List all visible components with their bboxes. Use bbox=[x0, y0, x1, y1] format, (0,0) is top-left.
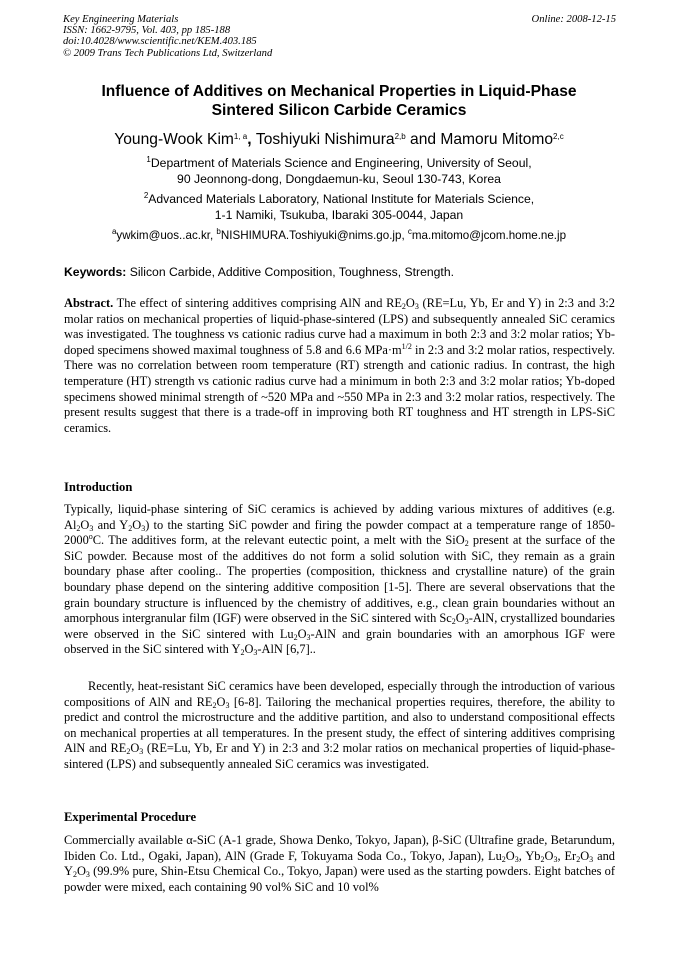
author-3: Mamoru Mitomo bbox=[440, 131, 554, 148]
intro-sup: o bbox=[88, 532, 93, 542]
intro-sub: 3 bbox=[225, 700, 230, 710]
intro-text: ) to the starting SiC powder and firing the powder compact at a temperature range of 1850-2000 bbox=[64, 517, 615, 548]
intro-sub: 2 bbox=[76, 523, 81, 533]
alpha-symbol: α bbox=[186, 833, 193, 847]
email-b-sup: b bbox=[216, 227, 221, 236]
introduction-paragraph-2 bbox=[64, 679, 615, 773]
author-sep-2: and bbox=[405, 131, 441, 148]
intro-sub: 3 bbox=[141, 523, 146, 533]
intro-sub: 2 bbox=[128, 523, 133, 533]
journal-issn: ISSN: 1662-9795, Vol. 403, pp 185-188 bbox=[63, 25, 231, 37]
exp-sub: 3 bbox=[514, 854, 519, 864]
abstract-text-3: (RE=Lu, Yb, Er and Y) in 2:3 and 3:2 molar ratios on mechanical properties of liquid-phase-sintered (LPS) and subsequently annealed SiC ceramics was investigated. The toughness vs cationic radius curve had a maximum in both 2:3 and 3:2 molar ratios; Yb-doped specimens showed maximal toughness of 5.8 and 6.6 MPa·m bbox=[64, 296, 615, 357]
intro-sub: 3 bbox=[253, 648, 258, 658]
affiliation-1-sup: 1 bbox=[146, 155, 151, 164]
exp-text: and Y bbox=[64, 848, 615, 879]
intro-sub: 2 bbox=[212, 700, 217, 710]
intro-sub: 2 bbox=[464, 539, 469, 549]
author-3-sup: 2,c bbox=[553, 132, 564, 141]
author-1: Young-Wook Kim bbox=[114, 131, 234, 148]
beta-symbol: β bbox=[432, 833, 439, 847]
paper-title bbox=[40, 82, 638, 120]
keywords-label: Keywords: bbox=[64, 265, 127, 279]
exp-sub: 2 bbox=[576, 854, 581, 864]
exp-text: O bbox=[76, 864, 86, 879]
exp-sub: 3 bbox=[85, 870, 90, 880]
exp-text: (99.9% pure, Shin-Etsu Chemical Co., Tokyo, Japan) were used as the starting powders. Eight batches of powder were mixed, each containing 90 vol% SiC and 10 vol% bbox=[64, 864, 615, 894]
exp-sub: 3 bbox=[589, 854, 594, 864]
abstract-sub: 3 bbox=[414, 302, 419, 311]
online-date: Online: 2008-12-15 bbox=[531, 14, 616, 25]
section-heading-experimental: Experimental Procedure bbox=[64, 810, 197, 824]
title-line-2: Sintered Silicon Carbide Ceramics bbox=[211, 102, 467, 119]
exp-text: -SiC (A-1 grade, Showa Denko, Tokyo, Japan), bbox=[192, 833, 433, 847]
keywords bbox=[64, 265, 616, 279]
email-a[interactable]: ywkim@uos..ac.kr, bbox=[116, 229, 217, 242]
affiliation-1-line-1: Department of Materials Science and Engineering, University of Seoul, bbox=[150, 156, 532, 170]
intro-text: [6-8]. Tailoring the mechanical properties requires, therefore, the ability to predict and control the microstructure and the additive partition, and also to understand compositional effects on mechanical properties at all temperatures. In the present study, the effect of sintering additives comprising AlN and RE bbox=[64, 694, 615, 756]
affiliation-1-line-2: 90 Jeonnong-dong, Dongdaemun-ku, Seoul 130-743, Korea bbox=[177, 171, 501, 186]
author-2-sup: 2,b bbox=[394, 132, 406, 141]
intro-text: O bbox=[130, 741, 140, 756]
intro-sub: 3 bbox=[306, 632, 311, 642]
intro-text: and Y bbox=[93, 517, 129, 532]
abstract-paragraph bbox=[64, 296, 615, 436]
author-1-sup: 1, a bbox=[233, 132, 248, 141]
abstract-text-1: The effect of sintering additives comprising AlN and RE bbox=[113, 296, 402, 310]
journal-header bbox=[63, 14, 272, 59]
exp-text: O bbox=[580, 848, 590, 863]
affiliation-1 bbox=[30, 156, 648, 187]
experimental-paragraph bbox=[64, 833, 615, 895]
intro-sub: 3 bbox=[464, 617, 469, 627]
intro-text: Typically, liquid-phase sintering of SiC ceramics is achieved by adding various mixtures of additives (e.g. Al bbox=[64, 502, 615, 532]
intro-text: -AlN, crystallized boundaries were observed in the SiC sintered with Lu bbox=[64, 611, 615, 641]
exp-text: -SiC (Ultrafine grade, Betarundum, Ibiden Co. Ltd., Ogaki, Japan), AlN (Grade F, Tokuyama Soda Co., Tokyo, Japan), Lu bbox=[64, 833, 615, 863]
author-list bbox=[20, 130, 658, 150]
abstract-label: Abstract. bbox=[64, 296, 114, 310]
intro-text: O bbox=[297, 626, 307, 641]
intro-text: present at the surface of the SiC powder. Because most of the additives do not form a solid solution with SiC, they remain as a grain boundary phase after cooling.. The properties (composition, thickness and crystalline nature) of the grain boundary phase depend on the sintering additive composition [1-5]. There are several observations that the grain boundary structure is influenced by the chemistry of additives, e.g., clean grain boundaries without an amorphous intergranular film (IGF) were observed in the SiC sintered with Sc bbox=[64, 533, 615, 626]
email-a-sup: a bbox=[111, 227, 117, 236]
abstract-text-2: O bbox=[405, 296, 415, 310]
email-b[interactable]: NISHIMURA.Toshiyuki@nims.go.jp, bbox=[220, 229, 408, 242]
exp-sub: 2 bbox=[72, 870, 77, 880]
intro-text: -AlN [6,7].. bbox=[257, 642, 316, 657]
affiliation-2-sup: 2 bbox=[143, 191, 149, 200]
intro-sub: 2 bbox=[293, 632, 298, 642]
affiliation-2 bbox=[30, 192, 648, 223]
introduction-paragraph-1 bbox=[64, 502, 615, 658]
intro-sub: 2 bbox=[451, 617, 456, 627]
exp-text: , Er bbox=[557, 848, 577, 863]
journal-name: Key Engineering Materials bbox=[63, 14, 179, 25]
email-c-sup: c bbox=[407, 227, 412, 236]
exp-text: O bbox=[505, 848, 515, 863]
exp-text: Commercially available bbox=[64, 833, 187, 847]
affiliation-2-line-1: Advanced Materials Laboratory, National Institute for Materials Science, bbox=[148, 192, 535, 206]
intro-text: C. The additives form, at the relevant eutectic point, a melt with the SiO bbox=[92, 533, 465, 548]
exp-sub: 3 bbox=[553, 854, 558, 864]
intro-text: O bbox=[216, 694, 226, 709]
affiliation-2-line-2: 1-1 Namiki, Tsukuba, Ibaraki 305-0044, Japan bbox=[214, 207, 464, 222]
author-2: Toshiyuki Nishimura bbox=[255, 131, 395, 148]
journal-copyright: © 2009 Trans Tech Publications Ltd, Switzerland bbox=[63, 47, 273, 59]
intro-sub: 2 bbox=[126, 747, 131, 757]
intro-text: (RE=Lu, Yb, Er and Y) in 2:3 and 3:2 molar ratios on mechanical properties of liquid-phase-sintered (LPS) and subsequently annealed SiC ceramics was investigated. bbox=[64, 741, 615, 771]
exp-sub: 2 bbox=[501, 854, 506, 864]
abstract-sup: 1/2 bbox=[401, 341, 412, 351]
intro-text: O bbox=[455, 611, 465, 626]
section-heading-introduction: Introduction bbox=[64, 480, 133, 494]
title-line-1: Influence of Additives on Mechanical Properties in Liquid-Phase bbox=[101, 83, 577, 100]
author-emails bbox=[20, 229, 658, 242]
intro-text: -AlN and grain boundaries with an amorphous IGF were observed in the SiC sintered with Y bbox=[64, 626, 615, 657]
exp-sub: 2 bbox=[540, 854, 545, 864]
intro-text: O bbox=[244, 642, 254, 657]
exp-text: O bbox=[544, 848, 554, 863]
intro-text: Recently, heat-resistant SiC ceramics have been developed, especially through the introduction of various compositions of AlN and RE bbox=[64, 679, 615, 709]
abstract-text-4: in 2:3 and 3:2 molar ratios, respectively. There was no correlation between room temperature (RT) strength and cationic radius. In contrast, the high temperature (HT) strength vs cationic radius curve had a minimum in both 2:3 and 3:2 molar ratios; Yb-doped specimens showed minimal strength of ~520 MPa and ~550 MPa in 2:3 and 3:2 molar ratios, respectively. The present results suggest that there is a trade-off in improving both RT toughness and HT strength in LPS-SiC ceramics. bbox=[64, 342, 615, 435]
journal-doi: doi:10.4028/www.scientific.net/KEM.403.185 bbox=[63, 36, 257, 48]
intro-sub: 2 bbox=[240, 648, 245, 658]
email-c[interactable]: ma.mitomo@jcom.home.ne.jp bbox=[411, 229, 567, 242]
exp-text: , Yb bbox=[518, 848, 541, 863]
keywords-text: Silicon Carbide, Additive Composition, Toughness, Strength. bbox=[126, 265, 454, 279]
intro-sub: 3 bbox=[89, 523, 94, 533]
intro-sub: 3 bbox=[139, 747, 144, 757]
abstract-sub: 2 bbox=[401, 302, 406, 311]
intro-text: O bbox=[132, 517, 142, 532]
intro-text: O bbox=[80, 517, 90, 532]
author-sep-1: , bbox=[247, 131, 256, 148]
